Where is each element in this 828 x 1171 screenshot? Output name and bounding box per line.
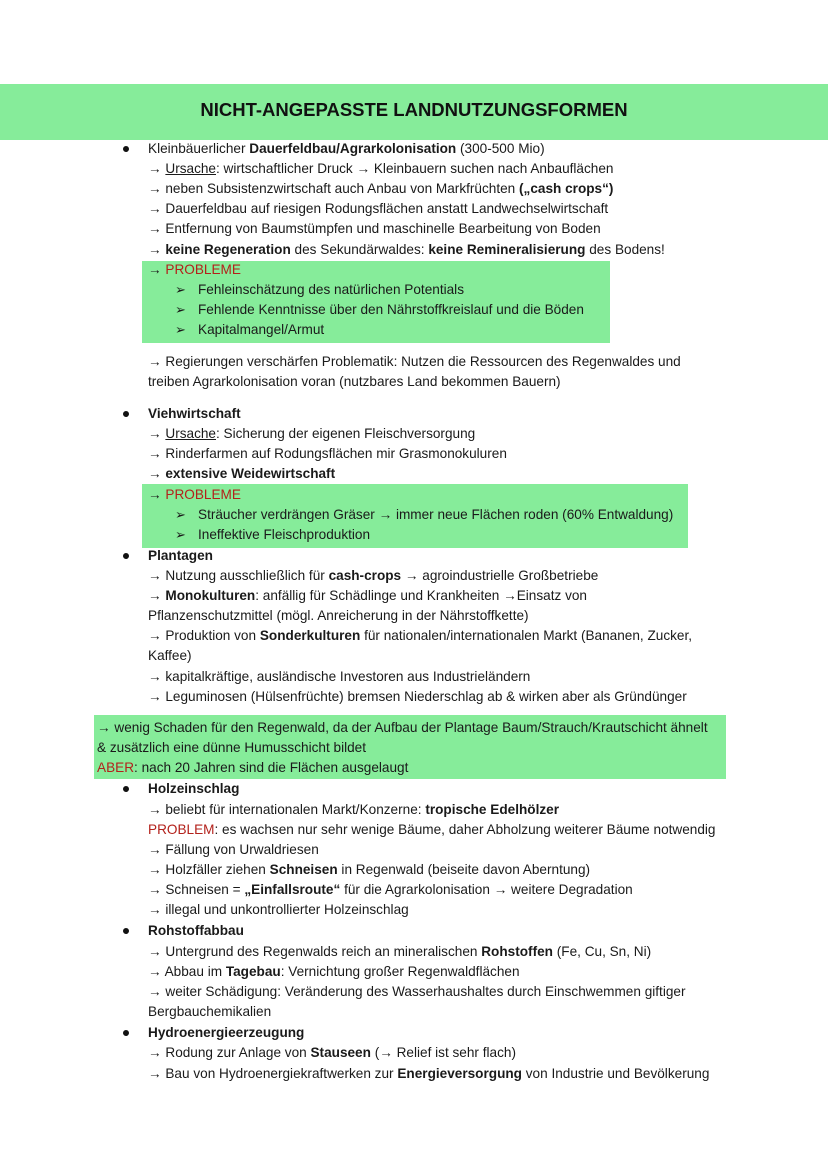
bullet-3	[123, 553, 129, 559]
text-line: → Schneisen = „Einfallsroute“ für die Agrarkolonisation → weitere Degradation	[148, 882, 633, 897]
bullet-6	[123, 1030, 129, 1036]
section-heading-6: Hydroenergieerzeugung	[148, 1025, 305, 1040]
section-heading-5: Rohstoffabbau	[148, 923, 244, 938]
text-line: → Untergrund des Regenwalds reich an mineralischen Rohstoffen (Fe, Cu, Sn, Ni)	[148, 944, 652, 959]
bullet-2	[123, 411, 129, 417]
text-line: → Rodung zur Anlage von Stauseen (→ Relief ist sehr flach)	[148, 1045, 516, 1060]
text-line: → weiter Schädigung: Veränderung des Wasserhaushaltes durch Einschwemmen giftiger	[148, 984, 686, 999]
text-line: → Monokulturen: anfällig für Schädlinge und Krankheiten →Einsatz von	[148, 588, 587, 603]
summary-line: → wenig Schaden für den Regenwald, da der Aufbau der Plantage Baum/Strauch/Krautschicht ähnelt	[97, 720, 708, 735]
problem-item: Kapitalmangel/Armut	[198, 322, 325, 337]
text-line: Bergbauchemikalien	[148, 1004, 272, 1019]
page-title: NICHT-ANGEPASSTE LANDNUTZUNGSFORMEN	[200, 99, 628, 120]
problems-label: → PROBLEME	[148, 262, 241, 277]
text-line: → neben Subsistenzwirtschaft auch Anbau von Markfrüchten („cash crops“)	[148, 181, 614, 196]
text-line: → Entfernung von Baumstümpfen und maschinelle Bearbeitung von Boden	[148, 221, 601, 236]
text-line: → Regierungen verschärfen Problematik: Nutzen die Ressourcen des Regenwaldes und	[148, 354, 681, 369]
text-line: → Abbau im Tagebau: Vernichtung großer Regenwaldflächen	[148, 964, 520, 979]
arrow-bullet-icon: ➢	[175, 302, 186, 317]
problems-label: → PROBLEME	[148, 487, 241, 502]
text-line: → extensive Weidewirtschaft	[148, 466, 336, 481]
arrow-bullet-icon: ➢	[175, 282, 186, 297]
text-line: → Produktion von Sonderkulturen für nationalen/internationalen Markt (Bananen, Zucker,	[148, 628, 693, 643]
text-line: → Nutzung ausschließlich für cash-crops → agroindustrielle Großbetriebe	[148, 568, 599, 583]
text-line: → beliebt für internationalen Markt/Konzerne: tropische Edelhölzer	[148, 802, 560, 817]
summary-line: ABER: nach 20 Jahren sind die Flächen ausgelaugt	[97, 760, 409, 775]
section-heading-4: Holzeinschlag	[148, 781, 240, 796]
arrow-bullet-icon: ➢	[175, 322, 186, 337]
text-line: → Bau von Hydroenergiekraftwerken zur Energieversorgung von Industrie und Bevölkerung	[148, 1066, 710, 1081]
arrow-bullet-icon: ➢	[175, 527, 186, 542]
section-heading-1: Kleinbäuerlicher Dauerfeldbau/Agrarkolonisation (300-500 Mio)	[148, 141, 545, 156]
text-line: → Dauerfeldbau auf riesigen Rodungsflächen anstatt Landwechselwirtschaft	[148, 201, 609, 216]
bullet-1	[123, 146, 129, 152]
text-line: treiben Agrarkolonisation voran (nutzbares Land bekommen Bauern)	[148, 374, 561, 389]
problem-item: Fehleinschätzung des natürlichen Potentials	[198, 282, 465, 297]
problem-item: Fehlende Kenntnisse über den Nährstoffkreislauf und die Böden	[198, 302, 584, 317]
arrow-bullet-icon: ➢	[175, 507, 186, 522]
text-line: Pflanzenschutzmittel (mögl. Anreicherung in der Nährstoffkette)	[148, 608, 529, 623]
section-heading-3: Plantagen	[148, 548, 213, 563]
text-line: PROBLEM: es wachsen nur sehr wenige Bäume, daher Abholzung weiterer Bäume notwendig	[148, 822, 716, 837]
text-line: → Rinderfarmen auf Rodungsflächen mir Grasmonokuluren	[148, 446, 507, 461]
bullet-5	[123, 928, 129, 934]
problem-item: Ineffektive Fleischproduktion	[198, 527, 371, 542]
text-line: → Holzfäller ziehen Schneisen in Regenwald (beiseite davon Aberntung)	[148, 862, 591, 877]
text-line: Kaffee)	[148, 648, 192, 663]
text-line: → Fällung von Urwaldriesen	[148, 842, 319, 857]
text-line: → Ursache: wirtschaftlicher Druck → Kleinbauern suchen nach Anbauflächen	[148, 161, 614, 176]
section-heading-2: Viehwirtschaft	[148, 406, 241, 421]
text-line: → keine Regeneration des Sekundärwaldes: keine Remineralisierung des Bodens!	[148, 242, 665, 257]
bullet-4	[123, 786, 129, 792]
text-line: → Ursache: Sicherung der eigenen Fleischversorgung	[148, 426, 476, 441]
text-line: → kapitalkräftige, ausländische Investoren aus Industrieländern	[148, 669, 531, 684]
problem-item: Sträucher verdrängen Gräser → immer neue Flächen roden (60% Entwaldung)	[198, 507, 674, 522]
summary-line: & zusätzlich eine dünne Humusschicht bildet	[97, 740, 367, 755]
text-line: → illegal und unkontrollierter Holzeinschlag	[148, 902, 409, 917]
text-line: → Leguminosen (Hülsenfrüchte) bremsen Niederschlag ab & wirken aber als Gründünger	[148, 689, 687, 704]
